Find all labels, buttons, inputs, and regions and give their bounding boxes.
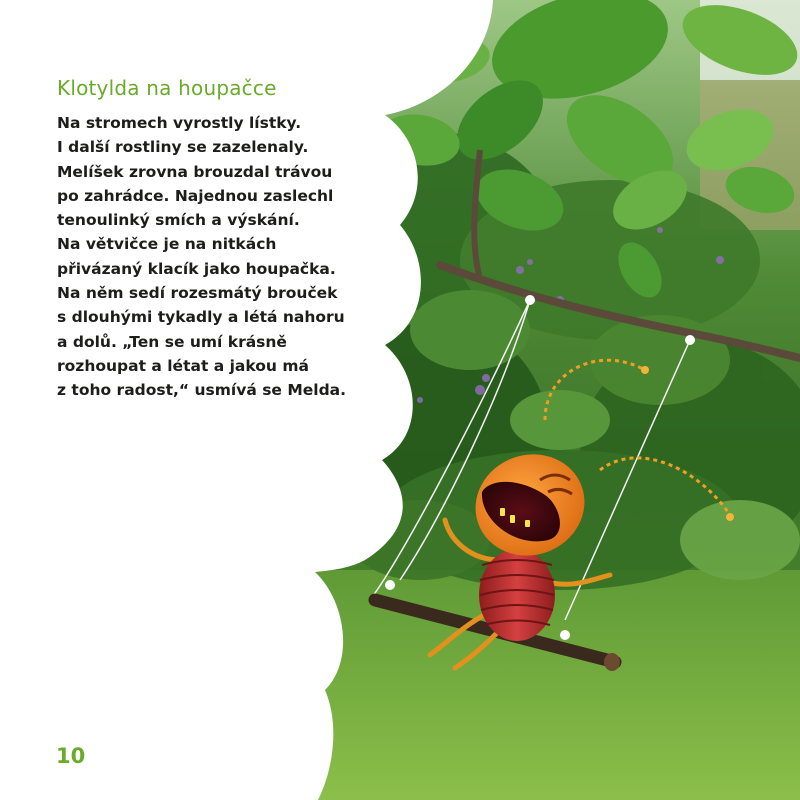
story-line: po zahrádce. Najednou zaslechl (57, 186, 334, 205)
story-line: Melíšek zrovna brouzdal trávou (57, 162, 333, 181)
page-title: Klotylda na houpačce (57, 76, 277, 100)
story-line: Na větvičce je na nitkách (57, 235, 277, 254)
story-line: rozhoupat a létat a jakou má (57, 356, 309, 375)
story-line: s dlouhými tykadly a létá nahoru (57, 308, 345, 327)
story-line: Na stromech vyrostly lístky. (57, 114, 302, 132)
page-number: 10 (56, 744, 86, 768)
stick-end (604, 653, 620, 671)
story-line: přivázaný klacík jako houpačka. (57, 259, 336, 278)
story-line: Na něm sedí rozesmátý brouček (57, 284, 338, 303)
story-line: a dolů. „Ten se umí krásně (57, 332, 287, 351)
story-line: I další rostliny se zazelenaly. (57, 138, 309, 157)
story-line: z toho radost,“ usmívá se Melda. (57, 381, 347, 400)
story-text (57, 111, 357, 403)
story-line: tenoulinký smích a výskání. (57, 211, 300, 230)
